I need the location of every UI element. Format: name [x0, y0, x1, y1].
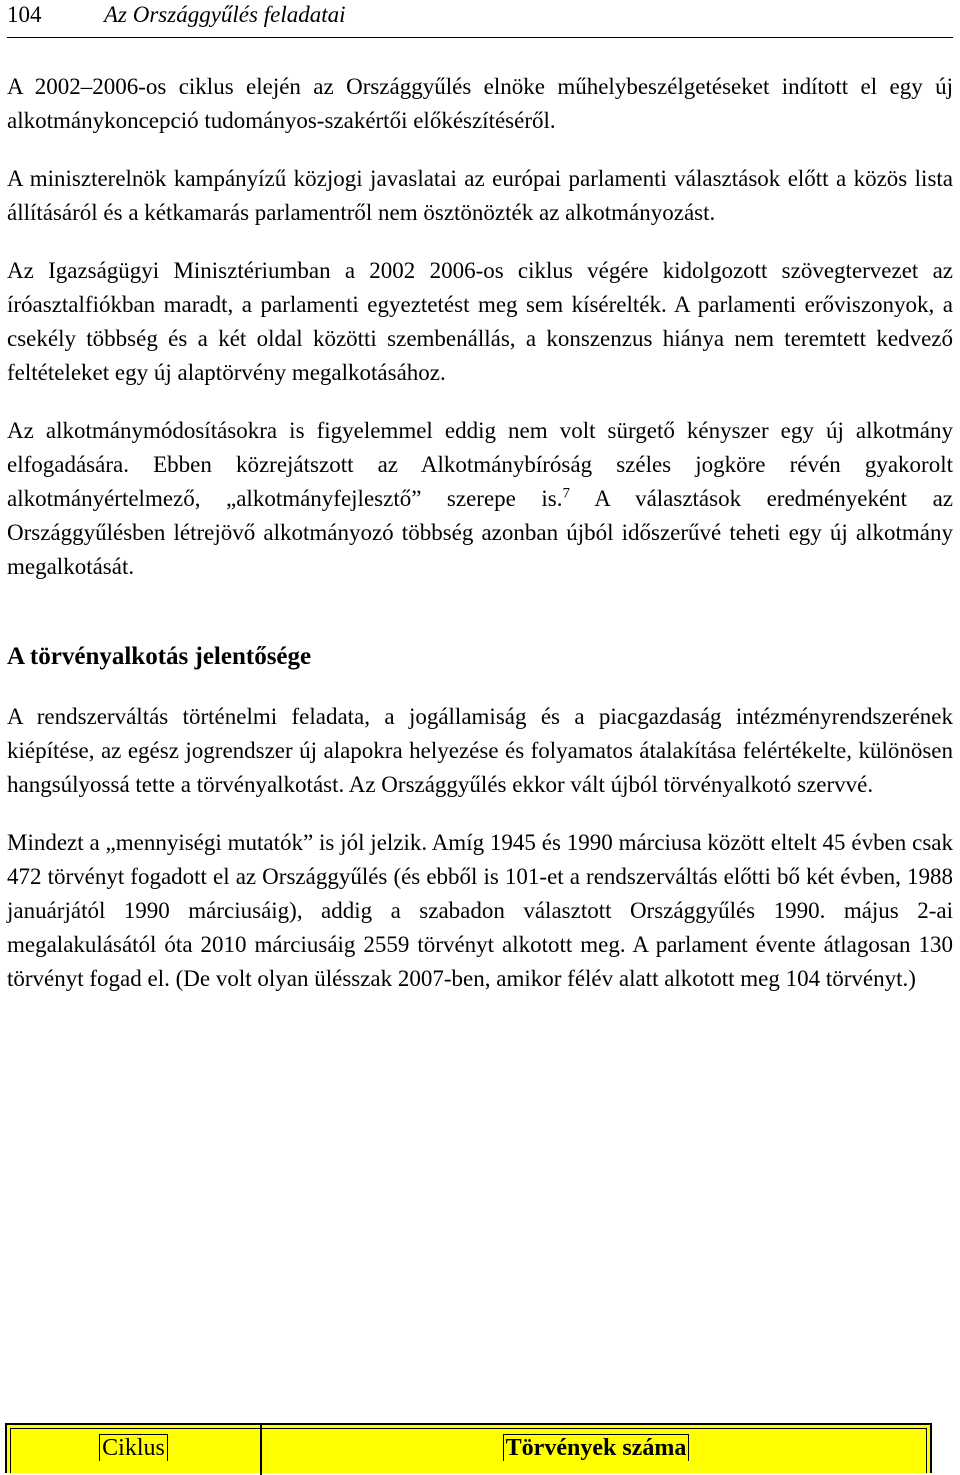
paragraph-2: A miniszterelnök kampányízű közjogi javaslatai az európai parlamenti választások előtt a közös lista állításáról és a kétkamarás parlamentről nem ösztönözték az alkotmányozást. — [7, 166, 953, 225]
paragraph-5: A rendszerváltás történelmi feladata, a jogállamiság és a piacgazdaság intézményrendszerének kiépítése, az egész jogrendszer új alapokra helyezése és folyamatos átalakítása felértékelte, különösen hangsúlyossá tette a törvényalkotást. Az Országgyűlés ekkor vált újból törvényalkotó szervvé. — [7, 704, 953, 797]
paragraph-4-part-2: A választások eredményeként az Országgyűlésben létrejövő alkotmányozó többség azonban újból időszerűvé teheti egy új alkotmány megalkotását. — [7, 486, 953, 579]
paragraph-4 — [7, 414, 953, 584]
paragraph-3: Az Igazságügyi Minisztériumban a 2002 2006-os ciklus végére kidolgozott szövegtervezet az íróasztalfiókban maradt, a parlamenti egyeztetést meg sem kísérelték. A parlamenti erőviszonyok, a csekély többség és a két oldal közötti szembenállás, a konszenzus hiánya nem teremtett kedvező feltételeket egy új alaptörvény megalkotásához. — [7, 258, 953, 385]
page-number: 104 — [7, 2, 42, 27]
paragraph-6: Mindezt a „mennyiségi mutatók” is jól jelzik. Amíg 1945 és 1990 márciusa között eltelt 45 évben csak 472 törvényt fogadott el az Országgyűlés (és ebből is 101-et a rendszerváltás előtti bő két évben, 1988 januárjától 1990 márciusáig), addig a szabadon választott Országgyűlés 1990. május 2-ai megalakulásától óta 2010 márciusáig 2559 törvényt alkotott meg. A parlament évente átlagosan 130 törvényt fogad el. (De volt olyan ülésszak 2007-ben, amikor félév alatt alkotott meg 104 törvényt.) — [7, 830, 953, 991]
document-body — [7, 70, 953, 996]
section-heading: A törvényalkotás jelentősége — [7, 643, 312, 670]
running-title: Az Országgyűlés feladatai — [104, 2, 346, 27]
paragraph-4-part-1: Az alkotmánymódosításokra is figyelemmel eddig nem volt sürgető kényszer egy új alkotmány elfogadására. Ebben közrejátszott az Alkotmánybíróság széles jogköre révén gyakorolt alkotmányértelmező, „alkotmányfejlesztő” szerepe is. — [7, 418, 953, 511]
page-header — [7, 0, 953, 38]
paragraph-1: A 2002–2006-os ciklus elején az Országgyűlés elnöke műhelybeszélgetéseket indított el egy új alkotmánykoncepció tudományos-szakértői előkészítéséről. — [7, 74, 953, 133]
table-header-cycle-label: Ciklus — [99, 1434, 168, 1461]
table-header-law-count — [262, 1425, 930, 1475]
table-header-law-count-label: Törvények száma — [503, 1434, 690, 1461]
footnote-reference[interactable]: 7 — [562, 485, 570, 502]
table-header-cycle — [7, 1425, 262, 1475]
laws-table-header — [5, 1423, 932, 1473]
